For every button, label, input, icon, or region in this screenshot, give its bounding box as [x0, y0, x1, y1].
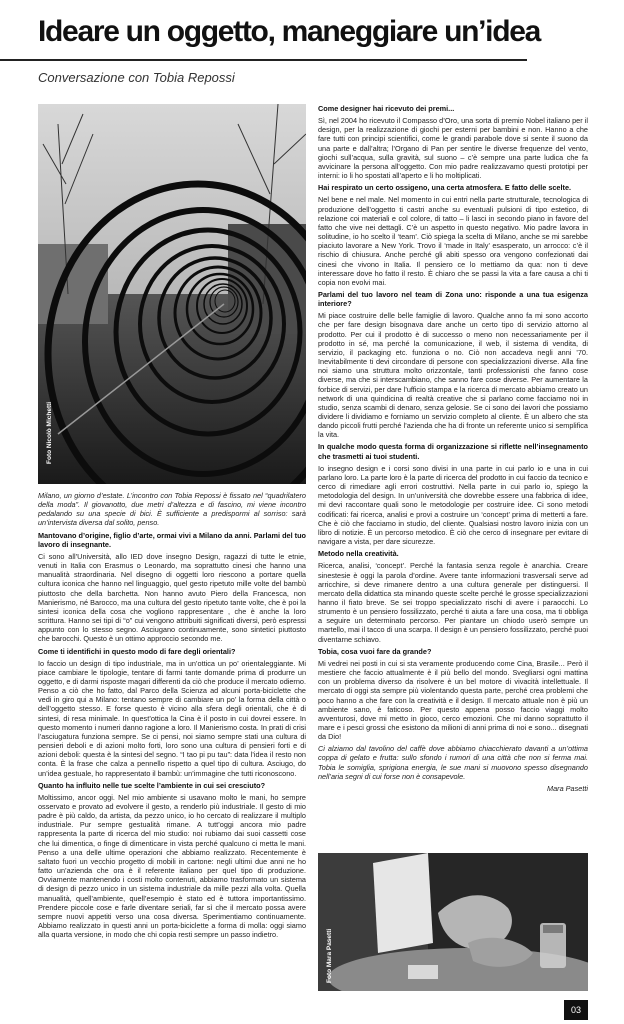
qa-section	[318, 442, 588, 546]
question: Tobia, cosa vuoi fare da grande?	[318, 646, 432, 656]
article-title: Ideare un oggetto, maneggiare un’idea	[38, 15, 540, 48]
answer: Io insegno design e i corsi sono divisi in una parte in cui parlo io e una in cui parlano loro. La parte loro è la parte di ricerca del prodotto in cui faccio da tecnico e cerco di rimediare agli errori costruttivi. Nella parte in cui parlo io, spiego la metodologia del design. In un’università che dovrebbe essere una fabbrica di idee, mi devi raccontare quali sono le metodologie per costruire idee. Ci sono metodi codificati: fai ricerca, analisi e provi a costruire un ‘concept’ prima di metterti a fare. Che è ciò che facciamo in studio, del cliente. Qualsiasi nostro lavoro inizia con un libro di notizie. È un percorso metodico. È ciò che cerco di insegnare per evitare di navigare a vista, per dare sicurezze.	[318, 463, 588, 547]
qa-section	[318, 549, 588, 644]
qa-section	[38, 647, 306, 778]
photo-caption: Milano, un giorno d’estate. L’incontro con Tobia Repossi è fissato nel “quadrilatero della moda”. Il giovanotto, due metri d’altezza e di fascino, mi viene incontro pedalando su una specie di bici. È sufficiente a predispormi al sorriso: sarà un’intervista diversa dal solito, penso.	[38, 491, 306, 528]
question: Hai respirato un certo ossigeno, una certa atmosfera. E fatto delle scelte.	[318, 183, 572, 193]
bike-rack-photo	[38, 104, 306, 484]
answer: Ricerca, analisi, ‘concept’. Perché la fantasia senza regole è anarchia. Creare sinestesie è oggi la parola d’ordine. Avere tante informazioni trasversali serve ad arricchire, si deve rimanere dentro a una cultura generale per distinguersi. Il mercato della didattica sta minando queste scelte perché le grosse specializzazioni hanno il fiato breve. Se sei troppo specializzato rischi di avere i paraocchi. Lo strumento è un pensiero fossilizzato, perché ti aiuta a fare una cosa, ma ti obbliga a seguire un determinato percorso. Per piantare un chiodo userò sempre un martello, mai il tacco di una scarpa. Il design è un pensiero fossilizzato, perché puoi diventarne schiavo.	[318, 561, 588, 644]
right-column	[318, 104, 588, 839]
qa-section	[38, 781, 306, 940]
question: Mantovano d’origine, figlio d’arte, ormai vivi a Milano da anni. Parlami del tuo lavoro di insegnante.	[38, 530, 306, 549]
photo-credit: Foto Nicolò Michetti	[46, 401, 53, 464]
qa-section	[318, 183, 588, 287]
answer: Io faccio un design di tipo industriale, ma in un’ottica un po’ orientaleggiante. Mi piace cambiare le tipologie, tentare di farmi tante domande prima di produrre un oggetto, e di darmi risposte magari differenti da ciò che produce il mercato odierno. Penso a ciò che ho fatto, dal Parco della Scienza ad alcuni porta-biciclette che vedi in giro qui a Milano: tentano sempre di cambiare un po’ la forma della città o dell’oggetto stesso. E forse questo è vicino alla sfera degli orientali, che è di sintesi, di resa minimale. In quest’ottica la Cina è il posto in cui dovrei essere. In questo momento i numeri danno ragione a loro. Il Manierismo costa. In prati di crisi l’asciugatura funziona sempre. Se ci pensi, noi siamo sempre stati una cultura di pensieri deboli e di azioni molto forti, loro sono una cultura di pensieri forti e di azioni deboli: questa è la sintesi del segno. “I tao pi pu tau”: data l’idea il resto non conta. È la frase che calza a pennello rispetto a quel tipo di cultura. Asciugo, do un’idea gestuale, ho rappresentato il bambù: un’immagine che tutti riconoscono.	[38, 658, 306, 778]
article-subtitle: Conversazione con Tobia Repossi	[38, 70, 235, 85]
question: Quanto ha influito nelle tue scelte l’ambiente in cui sei cresciuto?	[38, 780, 266, 790]
author-signature: Mara Pasetti	[547, 783, 588, 793]
hands-photo	[318, 853, 588, 991]
question: Come ti identifichi in questo modo di fare degli orientali?	[38, 646, 236, 656]
qa-section	[38, 531, 306, 644]
qa-section	[318, 647, 588, 742]
answer: Mi vedrei nei posti in cui si sta veramente producendo come Cina, Brasile... Però il mestiere che faccio attualmente è il più bello del mondo. Svegliarsi ogni mattina con un problema diverso da risolvere è un bel motore di vivacità intellettuale. Il mercato di oggi sta sempre più violentando questa parte, perché crea problemi che poco hanno a che fare con la creatività e il design. Il mercato attuale non è più un ambiente sano, è faticoso. Per questo appena posso faccio viaggi molto avventurosi, dove mi metto in gioco, cerco emozioni. Che mi danno soprattutto il mare e i pesci grossi che esistono da milioni di anni prima di noi e sono... disegnati da Dio!	[318, 658, 588, 742]
answer: Moltissimo, ancor oggi. Nel mio ambiente si usavano molto le mani, ho sempre osservato e provato ad evolvere il gesto, a renderlo più industriale. Il gesto di mio padre è più caldo, da artista, da pezzo unico, io ho cercato di realizzare il multiplo industriale. Pur sempre gestualità rimane. A tutt’oggi ancora mio padre rappresenta la parte di ricerca del mio studio: noi rubiamo dai suoi cassetti cose che lui dimentica, o finge di dimenticare in vista perché qualcuno ci metta le mani. Penso a una delle ultime operazioni che abbiamo realizzato. Recentemente è saltato fuori un vecchio progetto di mobili in cartone: negli ultimi due anni ne ho fatto un’azienda che ora è il referente italiano per quel tipo di produzione. Ovviamente mantenendo i costi molto contenuti, abbiamo trasformato un sistema di design di pezzo unico in un sistema industriale da mille pezzi alla volta. Quella manualità, quell’ambiente, quell’esempio è stato ed è tuttora importantissimo. Prendere piccole cose e farle diventare seriali, far sì che il mercato possa avere sempre nuovi appetiti verso una cosa diversa. Sperimentiamo continuamente. Abbiamo realizzato in questi anni un porta-biciclette a forma di molla: oggi siamo alla quarta versione, in modo che chi copia resti sempre un passo indietro.	[38, 792, 306, 940]
answer: Nel bene e nel male. Nel momento in cui entri nella parte strutturale, tecnologica di produzione dell’oggetto ti castri anche su eventuali pulsioni di tipo estetico, di relazione coi materiali e col colore, di tatto – li lasci in secondo piano in favore del fatto che vive nei dettagli. C’è un aspetto in questo negativo. Mio padre lavora in solitudine, io ho scelto il ‘team’. Ciò spiega la scelta di Milano, anche se mi sarebbe piaciuto lavorare a New York. Trovo il ‘made in Italy’ esasperato, un arrocco: c’è il rischio di chiusura. Anche perché gli abiti spesso ora vengono confezionati dai cinesi che vivono in Italia. Il pensiero ce lo mettiamo da qua: non ti deve interessare dove ho fatto il resto. È chiaro che se passi la vita a fare causa a chi ti copia non evolvi mai.	[318, 195, 588, 287]
question: Metodo nella creatività.	[318, 549, 399, 559]
answer: Mi piace costruire delle belle famiglie di lavoro. Qualche anno fa mi sono accorto che per fare design bisognava dare anche un certo tipo di servizio attorno al prodotto. Per cui il prodotto è di successo o meno non necessariamente per il prodotto in sé, ma perché la comunicazione, il web, il sistema di vendita, di servizio, il packaging etc. funziona o no. Ciò non accadeva negli anni ’70. Inevitabilmente ti devi circondare di persone con specializzazioni diverse. Alla fine noi siamo una struttura molto orizzontale, tanti professionisti che fanno cose diverse, ma che si interscambiano, che sanno fare cose diverse. Per aumentare la forbice di servizi, per dare l’ufficio stampa e la ricerca di mercato abbiamo creato un network di una quindicina di realtà creative che si parlano come facciamo noi in studio, senza scambi di denaro, senza gelosie. Se ci sono dei lavori che possiamo dividere li dividiamo e forniamo un servizio completo al cliente. È un albero che sta dando piccoli frutti perché l’azienda che ha di fronte un referente unico si semplifica la vita.	[318, 311, 588, 440]
question: Parlami del tuo lavoro nel team di Zona uno: risponde a una tua esigenza interiore?	[318, 289, 588, 309]
question: In qualche modo questa forma di organizzazione si riflette nell’insegnamento che trasmetti ai tuoi studenti.	[318, 442, 588, 461]
page-number: 03	[564, 1000, 588, 1020]
closing-paragraph: Ci alziamo dal tavolino del caffè dove abbiamo chiacchierato davanti a un’ottima coppa di gelato e frutta: sullo sfondo i rumori di una città che non si ferma mai. Tobia le somiglia, sprigiona energia, le sue mani si muovono spesso disegnando nell’aria segni di cui forse non è consapevole.	[318, 744, 588, 781]
title-rule	[0, 59, 527, 61]
qa-section	[318, 290, 588, 440]
answer: Sì, nel 2004 ho ricevuto il Compasso d’Oro, una sorta di premio Nobel italiano per il design, per la realizzazione di giochi per esterni per bambini e non. Hanno a che fare tutti con principi scientifici, come le grandi parabole dove si sente il suono da una parte e dall’altra; l’Organo di Pan per sentire le diverse frequenze del vento, giochi sull’acqua, sulla gravità, sul suono – c’è sempre una parte ludica che fa avvicinare la persona all’oggetto. Con mio padre realizzavamo questi prototipi per interni: io li ho spostati all’aperto e li ho moltiplicati.	[318, 116, 588, 181]
answer: Ci sono all’Università, allo IED dove insegno Design, ragazzi di tutte le etnie, venuti in Italia con Erasmus o Leonardo, ma soprattutto cinesi che hanno una manualità straordinaria. Nel disegno di oggetti loro riescono a portare quella cultura iconica che hanno nel linguaggio, quel gesto ripetuto mille volte del bambù piuttosto che della barchetta. Non hanno avuto Piero della Francesca, non Manierismo, né Barocco, ma una cultura del gesto ripetuto tante volte, che è poi la sintesi iconica della cosa che vogliono rappresentare , che è anche la loro scrittura. Hanno sei tipi di “o” cui vengono attribuiti significati diversi, però espressi appunto con lo stesso segno. Asciugano continuamente, sono sintetici piuttosto che barocchi. Questo è un ottimo approccio secondo me.	[38, 551, 306, 644]
left-column	[38, 491, 306, 1013]
qa-section	[318, 104, 588, 180]
question: Come designer hai ricevuto dei premi...	[318, 104, 455, 113]
photo-credit: Foto Mara Pasetti	[326, 928, 333, 983]
